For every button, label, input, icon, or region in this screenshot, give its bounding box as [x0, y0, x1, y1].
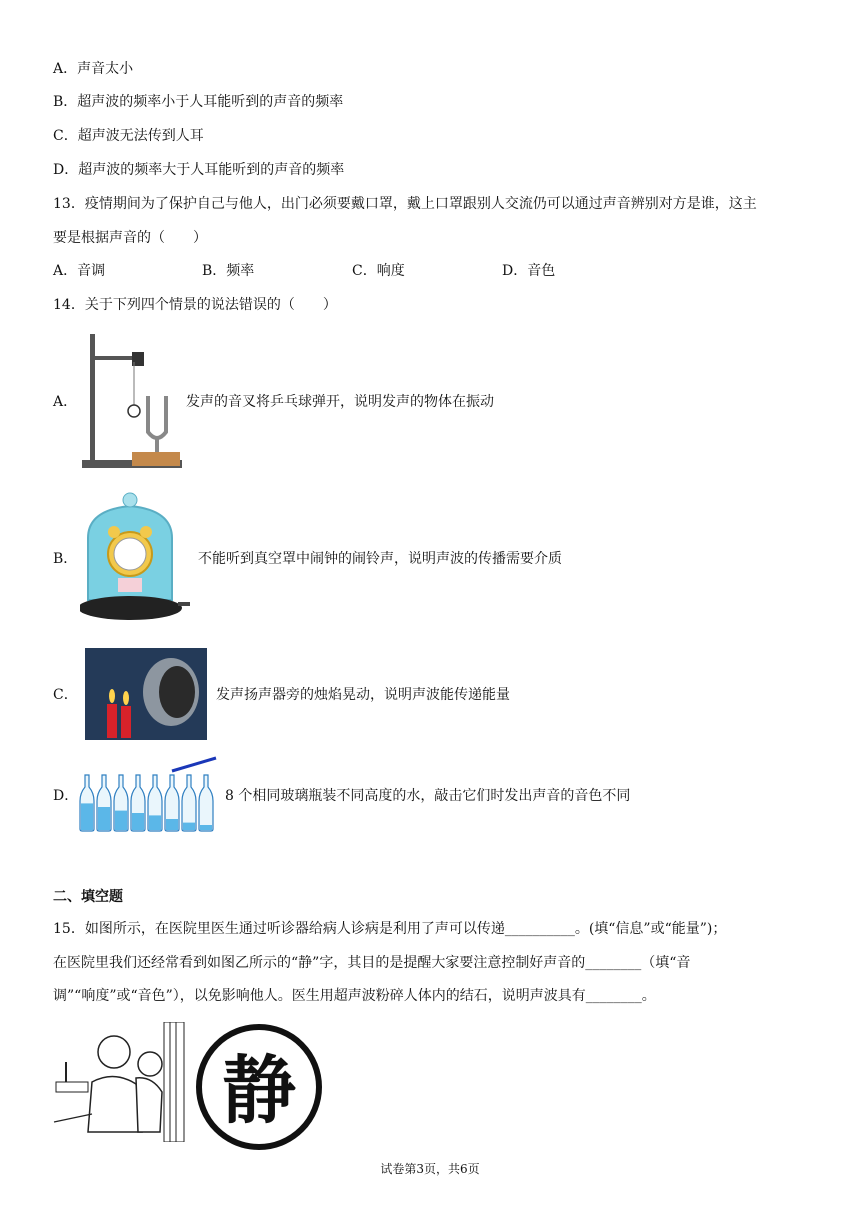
bell-jar-figure [80, 490, 195, 630]
bottle-water [183, 823, 195, 830]
q14-d-text: 8 个相同玻璃瓶装不同高度的水，敲击它们时发出声音的音色不同 [225, 788, 631, 804]
quiet-sign-figure [196, 1024, 326, 1156]
bottle [182, 775, 196, 831]
bottle-water [132, 813, 144, 830]
q14-b-letter: B． [53, 551, 78, 567]
q14-b-text: 不能听到真空罩中闹钟的闹铃声，说明声波的传播需要介质 [198, 551, 562, 567]
bottle-water [149, 815, 161, 830]
candle-speaker-figure [85, 648, 207, 740]
q12-option-c: C．超声波无法传到人耳 [53, 128, 204, 144]
q15-line3: 调”“响度”或“音色”），以免影响他人。医生用超声波粉碎人体内的结石，说明声波具有________。 [53, 988, 656, 1004]
q13-option-b: B．频率 [202, 263, 255, 279]
bottle-water [200, 825, 212, 830]
bottle-water [166, 819, 178, 830]
q14-a-text: 发声的音叉将乒乓球弹开，说明发声的物体在振动 [186, 394, 494, 410]
q14-a-letter: A． [53, 394, 78, 410]
q15-line2: 在医院里我们还经常看到如图乙所示的“静”字，其目的是提醒大家要注意控制好声音的________（填“音 [53, 955, 691, 971]
glass-bottles-figure [78, 755, 220, 835]
q14-c-letter: C． [53, 687, 78, 703]
section-title: 二、填空题 [53, 889, 123, 905]
q13-stem-line2: 要是根据声音的（ ） [53, 230, 207, 246]
quiet-character: 静 [222, 1048, 296, 1134]
q15-line1: 15．如图所示，在医院里医生通过听诊器给病人诊病是利用了声可以传递__________。(填“信息”或“能量”)； [53, 921, 727, 937]
tuning-fork-figure [82, 332, 182, 472]
q14-c-text: 发声扬声器旁的烛焰晃动，说明声波能传递能量 [216, 687, 510, 703]
bottle-water [98, 807, 110, 830]
page-footer: 试卷第3页，共6页 [380, 1162, 480, 1176]
doctor-stethoscope-figure [52, 1022, 186, 1142]
q13-option-c: C．响度 [352, 263, 405, 279]
q12-option-d: D．超声波的频率大于人耳能听到的声音的频率 [53, 162, 345, 178]
q13-option-a: A．音调 [53, 263, 106, 279]
bottle-water [81, 803, 93, 830]
q14-stem: 14．关于下列四个情景的说法错误的（ ） [53, 297, 337, 313]
q14-d-letter: D． [53, 788, 79, 804]
q13-option-d: D．音色 [502, 263, 556, 279]
bottle [199, 775, 213, 831]
bottle-water [115, 811, 127, 830]
q12-option-b: B．超声波的频率小于人耳能听到的声音的频率 [53, 94, 344, 110]
q12-option-a: A．声音太小 [53, 61, 134, 77]
q13-stem-line1: 13．疫情期间为了保护自己与他人，出门必须要戴口罩，戴上口罩跟别人交流仍可以通过声音辨别对方是谁，这主 [53, 196, 757, 212]
